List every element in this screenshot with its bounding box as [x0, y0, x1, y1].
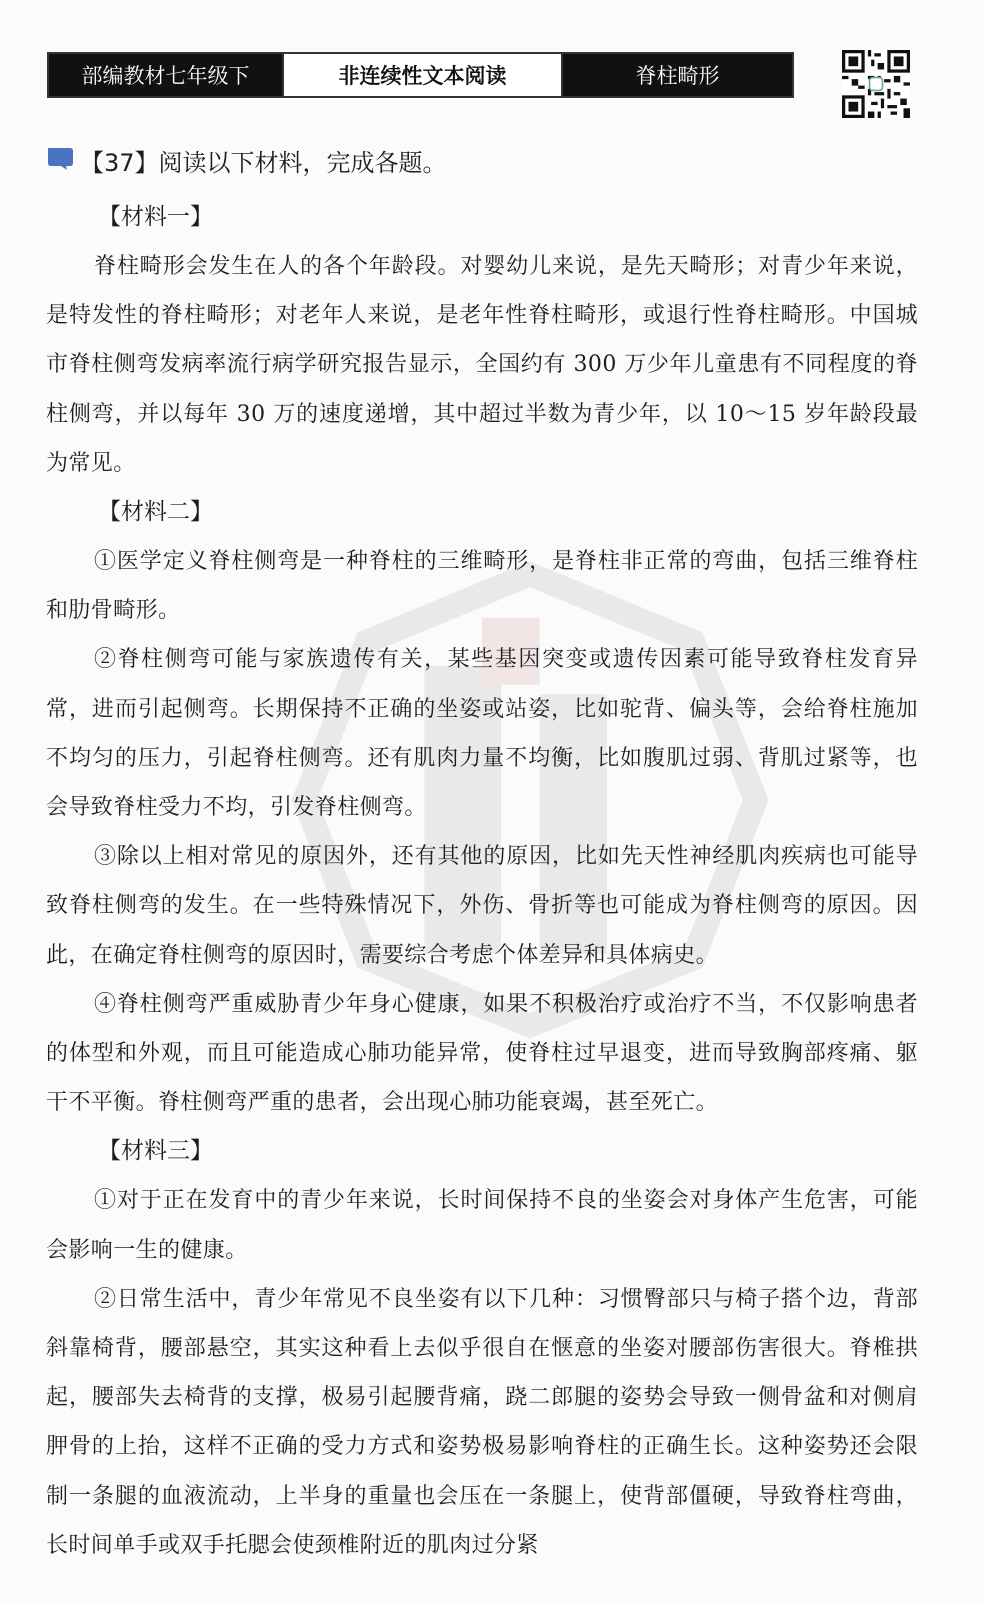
- material-2-paragraph-4: ④脊柱侧弯严重威胁青少年身心健康，如果不积极治疗或治疗不当，不仅影响患者的体型和外观，而且可能造成心肺功能异常，使脊柱过早退变，进而导致胸部疼痛、躯干不平衡。脊柱侧弯严重的患者，会出现心肺功能衰竭，甚至死亡。: [46, 991, 918, 1116]
- material-3-paragraph-1: ①对于正在发育中的青少年来说，长时间保持不良的坐姿会对身体产生危害，可能会影响一生的健康。: [46, 1188, 918, 1263]
- material-2-paragraph-3: ③除以上相对常见的原因外，还有其他的原因，比如先天性神经肌肉疾病也可能导致脊柱侧弯的发生。在一些特殊情况下，外伤、骨折等也可能成为脊柱侧弯的原因。因此，在确定脊柱侧弯的原因时，需要综合考虑个体差异和具体病史。: [46, 844, 918, 968]
- material-1-heading: 【材料一】: [98, 204, 213, 230]
- header-section-label: 非连续性文本阅读: [282, 54, 563, 96]
- material-3-paragraph-2: ②日常生活中，青少年常见不良坐姿有以下几种：习惯臀部只与椅子搭个边，背部斜靠椅背，腰部悬空，其实这种看上去似乎很自在惬意的坐姿对腰部伤害很大。脊椎拱起，腰部失去椅背的支撑，极易引起腰背痛，跷二郎腿的姿势会导致一侧骨盆和对侧肩胛骨的上抬，这样不正确的受力方式和姿势极易影响脊柱的正确生长。这种姿势还会限制一条腿的血液流动，上半身的重量也会压在一条腿上，使背部僵硬，导致脊柱弯曲，长时间单手或双手托腮会使颈椎附近的肌肉过分紧: [46, 1286, 918, 1558]
- bookmark-icon: [46, 146, 74, 170]
- material-1-paragraph-1: 脊柱畸形会发生在人的各个年龄段。对婴幼儿来说，是先天畸形；对青少年来说，是特发性的脊柱畸形；对老年人来说，是老年性脊柱畸形，或退行性脊柱畸形。中国城市脊柱侧弯发病率流行病学研究报告显示，全国约有 300 万少年儿童患有不同程度的脊柱侧弯，并以每年 30 万的速度递增，其中超过半数为青少年，以 10～15 岁年龄段最为常见。: [46, 254, 918, 476]
- material-2-heading: 【材料二】: [98, 499, 213, 526]
- material-3-heading: 【材料三】: [98, 1138, 213, 1165]
- header-grade-label: 部编教材七年级下: [49, 54, 282, 96]
- page-header: [47, 52, 794, 98]
- qr-code-icon: [842, 50, 910, 118]
- question-title: 【37】阅读以下材料，完成各题。: [80, 149, 447, 177]
- material-2-paragraph-1: ①医学定义脊柱侧弯是一种脊柱的三维畸形，是脊柱非正常的弯曲，包括三维脊柱和肋骨畸形。: [46, 549, 918, 624]
- header-topic-label: 脊柱畸形: [563, 54, 792, 96]
- material-2-paragraph-2: ②脊柱侧弯可能与家族遗传有关，某些基因突变或遗传因素可能导致脊柱发育异常，进而引起侧弯。长期保持不正确的坐姿或站姿，比如驼背、偏头等，会给脊柱施加不均匀的压力，引起脊柱侧弯。还有肌肉力量不均衡，比如腹肌过弱、背肌过紧等，也会导致脊柱受力不均，引发脊柱侧弯。: [46, 647, 918, 821]
- reading-material: [46, 193, 918, 1570]
